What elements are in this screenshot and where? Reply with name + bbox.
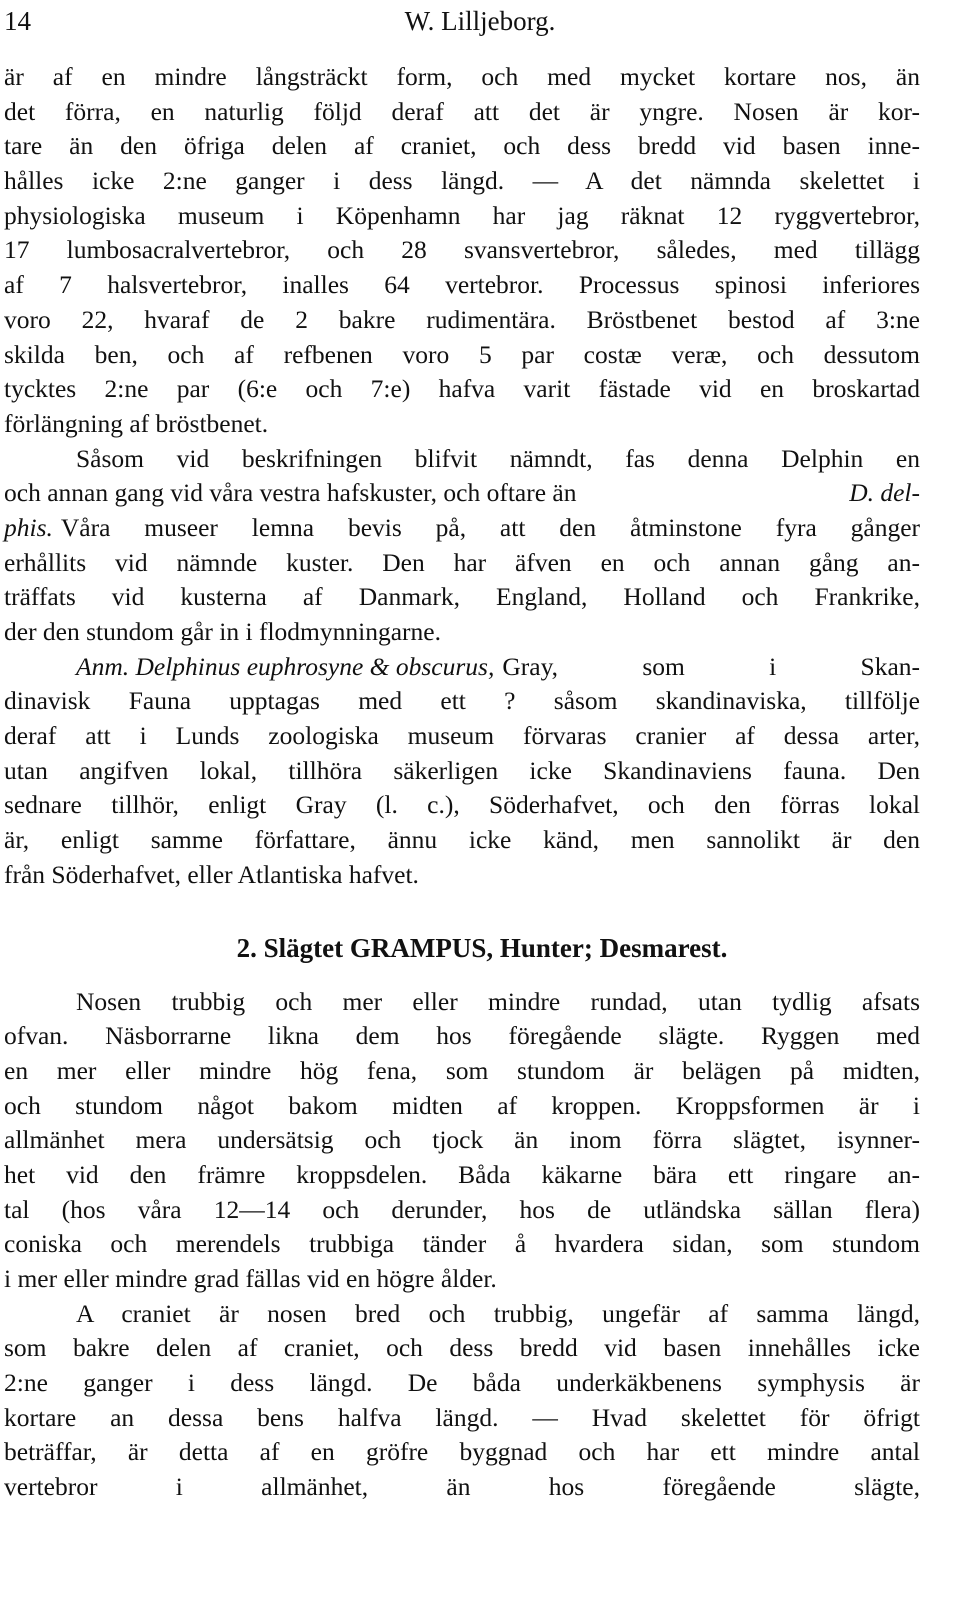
text-line: 2:ne ganger i dess längd. De båda underkäkbenens symphysis är — [4, 1368, 920, 1398]
text-line: träffats vid kusterna af Danmark, England, Holland och Frankrike, — [4, 582, 920, 612]
text-line: vertebror i allmänhet, än hos föregående slägte, — [4, 1472, 920, 1502]
text-span: Gray, som i Skan- — [502, 651, 920, 681]
text-line: deraf att i Lunds zoologiska museum förvaras cranier af dessa arter, — [4, 721, 920, 751]
text-span: och annan gang vid våra vestra hafskuster, och oftare än — [4, 478, 577, 508]
text-line: är af en mindre långsträckt form, och med mycket kortare nos, än — [4, 62, 920, 91]
text-line: erhållits vid nämnde kuster. Den har äfven en och annan gång an- — [4, 547, 920, 577]
text-line: kortare an dessa bens halfva längd. — Hvad skelettet för öfrigt — [4, 1402, 920, 1432]
text-line: och stundom något bakom midten af kroppen. Kroppsformen är i — [4, 1090, 920, 1120]
italic-span: Anm. Delphinus euphrosyne & obscurus, — [76, 651, 495, 681]
text-line: utan angifven lokal, tillhöra säkerligen icke Skandinaviens fauna. Den — [4, 755, 920, 785]
section-heading: 2. Slägtet GRAMPUS, Hunter; Desmarest. — [236, 932, 728, 963]
italic-span: D. del- — [849, 478, 920, 508]
text-line — [4, 511, 920, 546]
text-line: dinavisk Fauna upptagas med ett ? såsom skandinaviska, tillfölje — [4, 686, 920, 716]
text-line: skilda ben, och af refbenen voro 5 par costæ veræ, och dessutom — [4, 339, 920, 369]
text-line: ofvan. Näsborrarne likna dem hos föregående slägte. Ryggen med — [4, 1021, 920, 1051]
text-line — [4, 476, 920, 511]
text-line: Nosen trubbig och mer eller mindre rundad, utan tydlig afsats — [76, 986, 920, 1016]
text-line: voro 22, hvaraf de 2 bakre rudimentära. Bröstbenet bestod af 3:ne — [4, 304, 920, 334]
page-header — [0, 6, 960, 36]
text-line: som bakre delen af craniet, och dess bredd vid basen innehålles icke — [4, 1333, 920, 1363]
text-line: physiologiska museum i Köpenhamn har jag räknat 12 ryggvertebror, — [4, 200, 920, 230]
text-line: der den stundom går in i flodmynningarne. — [4, 617, 441, 646]
text-line: förlängning af bröstbenet. — [4, 408, 269, 438]
text-line: i mer eller mindre grad fällas vid en högre ålder. — [4, 1264, 497, 1293]
page-body — [4, 60, 960, 1505]
text-line: af 7 halsvertebror, inalles 64 vertebror. Processus spinosi inferiores — [4, 270, 920, 300]
text-line: en mer eller mindre hög fena, som stundom är belägen på midten, — [4, 1055, 920, 1085]
text-line: är, enligt samme författare, ännu icke känd, men sannolikt är den — [4, 825, 920, 855]
page-number: 14 — [4, 6, 31, 36]
text-line: 17 lumbosacralvertebror, och 28 svansvertebror, således, med tillägg — [4, 235, 920, 265]
text-line: sednare tillhör, enligt Gray (l. c.), Söderhafvet, och den förras lokal — [4, 790, 920, 820]
text-line: A craniet är nosen bred och trubbig, ungefär af samma längd, — [76, 1298, 920, 1328]
text-line — [4, 650, 920, 685]
italic-span: phis. — [4, 512, 53, 542]
text-span: Våra museer lemna bevis på, att den åtminstone fyra gånger — [60, 512, 920, 542]
running-head: W. Lilljeborg. — [404, 6, 556, 36]
text-line: allmänhet mera undersätsig och tjock än inom förra slägtet, isynner- — [4, 1125, 920, 1155]
text-line: beträffar, är detta af en gröfre byggnad och har ett mindre antal — [4, 1437, 920, 1467]
text-line: coniska och merendels trubbiga tänder å hvardera sidan, som stundom — [4, 1229, 920, 1259]
text-line: het vid den främre kroppsdelen. Båda käkarne bära ett ringare an- — [4, 1159, 920, 1189]
text-line: Såsom vid beskrifningen blifvit nämndt, fas denna Delphin en — [76, 443, 920, 473]
text-line: tare än den öfriga delen af craniet, och dess bredd vid basen inne- — [4, 131, 920, 161]
text-line: det förra, en naturlig följd deraf att det är yngre. Nosen är kor- — [4, 96, 920, 126]
text-line: tycktes 2:ne par (6:e och 7:e) hafva varit fästade vid en broskartad — [4, 374, 920, 404]
text-line: tal (hos våra 12—14 och derunder, hos de utländska sällan flera) — [4, 1194, 920, 1224]
text-line: från Söderhafvet, eller Atlantiska hafvet. — [4, 859, 419, 889]
text-line: hålles icke 2:ne ganger i dess längd. — A det nämnda skelettet i — [4, 166, 920, 196]
